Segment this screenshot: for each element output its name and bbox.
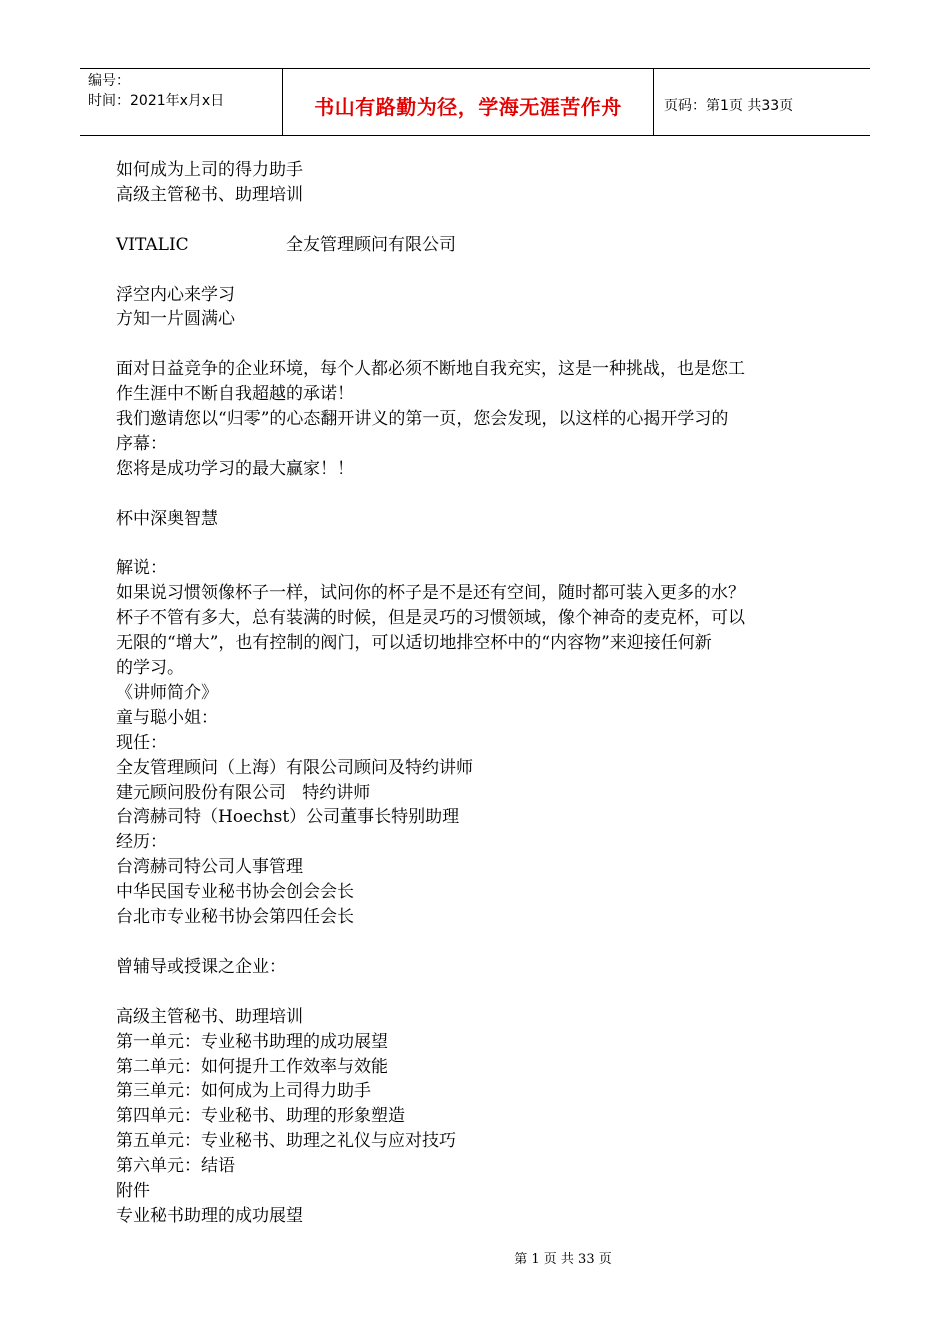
date-label: 时间：2021年x月x日 (88, 93, 225, 109)
text-line: 第一单元：专业秘书助理的成功展望 (116, 1031, 388, 1052)
text-line: 全友管理顾问（上海）有限公司顾问及特约讲师 (116, 757, 473, 778)
text-line: 高级主管秘书、助理培训 (116, 1006, 303, 1027)
text-line: 第六单元：结语 (116, 1156, 235, 1177)
text-line: VITALIC 全友管理顾问有限公司 (116, 234, 456, 255)
blank-line (116, 930, 840, 955)
text-line: 解说： (116, 558, 167, 579)
blank-line (116, 980, 840, 1005)
text-line: 序幕： (116, 433, 167, 454)
text-line: 专业秘书助理的成功展望 (116, 1205, 303, 1226)
text-line: 曾辅导或授课之企业： (116, 956, 286, 977)
text-line: 第三单元：如何成为上司得力助手 (116, 1081, 371, 1102)
text-line: 的学习。 (116, 658, 184, 679)
text-line: 台湾赫司特公司人事管理 (116, 857, 303, 878)
text-line: 杯中深奥智慧 (116, 508, 218, 529)
header-motto: 书山有路勤为径，学海无涯苦作舟 (314, 94, 622, 119)
text-line: 无限的“增大”，也有控制的阀门，可以适切地排空杯中的“内容物”来迎接任何新 (116, 633, 712, 654)
text-line: 您将是成功学习的最大赢家！！ (116, 458, 354, 479)
document-body (116, 158, 840, 1229)
page-info-text: 页码：第1页 共33页 (664, 98, 794, 114)
text-line: 杯子不管有多大，总有装满的时候，但是灵巧的习惯领域，像个神奇的麦克杯，可以 (116, 608, 745, 629)
text-line: 我们邀请您以“归零”的心态翻开讲义的第一页，您会发现，以这样的心揭开学习的 (116, 409, 729, 430)
blank-line (116, 258, 840, 283)
blank-line (116, 208, 840, 233)
blank-line (116, 482, 840, 507)
text-line: 建元顾问股份有限公司 特约讲师 (116, 782, 371, 803)
text-line: 台湾赫司特（Hoechst）公司董事长特别助理 (116, 807, 460, 828)
text-line: 第四单元：专业秘书、助理的形象塑造 (116, 1106, 405, 1127)
text-line: 如何成为上司的得力助手 (116, 160, 303, 180)
text-line: 《讲师简介》 (116, 682, 218, 703)
text-line: 童与聪小姐： (116, 707, 218, 728)
text-line: 方知一片圆满心 (116, 309, 235, 330)
header-page-info (654, 69, 870, 135)
text-line: 第五单元：专业秘书、助理之礼仪与应对技巧 (116, 1131, 456, 1152)
text-line: 台北市专业秘书协会第四任会长 (116, 907, 354, 928)
blank-line (116, 532, 840, 557)
text-line: 现任： (116, 732, 167, 753)
document-header (80, 68, 870, 136)
header-motto-cell (282, 69, 654, 135)
text-line: 高级主管秘书、助理培训 (116, 184, 303, 205)
text-line: 面对日益竞争的企业环境，每个人都必须不断地自我充实，这是一种挑战，也是您工 (116, 359, 745, 380)
blank-line (116, 332, 840, 357)
page-footer (0, 1248, 950, 1267)
serial-label: 编号： (88, 73, 130, 89)
text-line: 浮空内心来学习 (116, 284, 235, 305)
text-line: 如果说习惯领像杯子一样，试问你的杯子是不是还有空间，随时都可装入更多的水？ (116, 583, 745, 604)
text-line: 附件 (116, 1181, 150, 1202)
text-line: 中华民国专业秘书协会创会会长 (116, 882, 354, 903)
text-line: 第二单元：如何提升工作效率与效能 (116, 1056, 388, 1077)
header-meta (80, 69, 282, 135)
text-line: 经历： (116, 832, 167, 853)
footer-page-number: 第 1 页 共 33 页 (514, 1252, 612, 1267)
text-line: 作生涯中不断自我超越的承诺！ (116, 384, 354, 405)
